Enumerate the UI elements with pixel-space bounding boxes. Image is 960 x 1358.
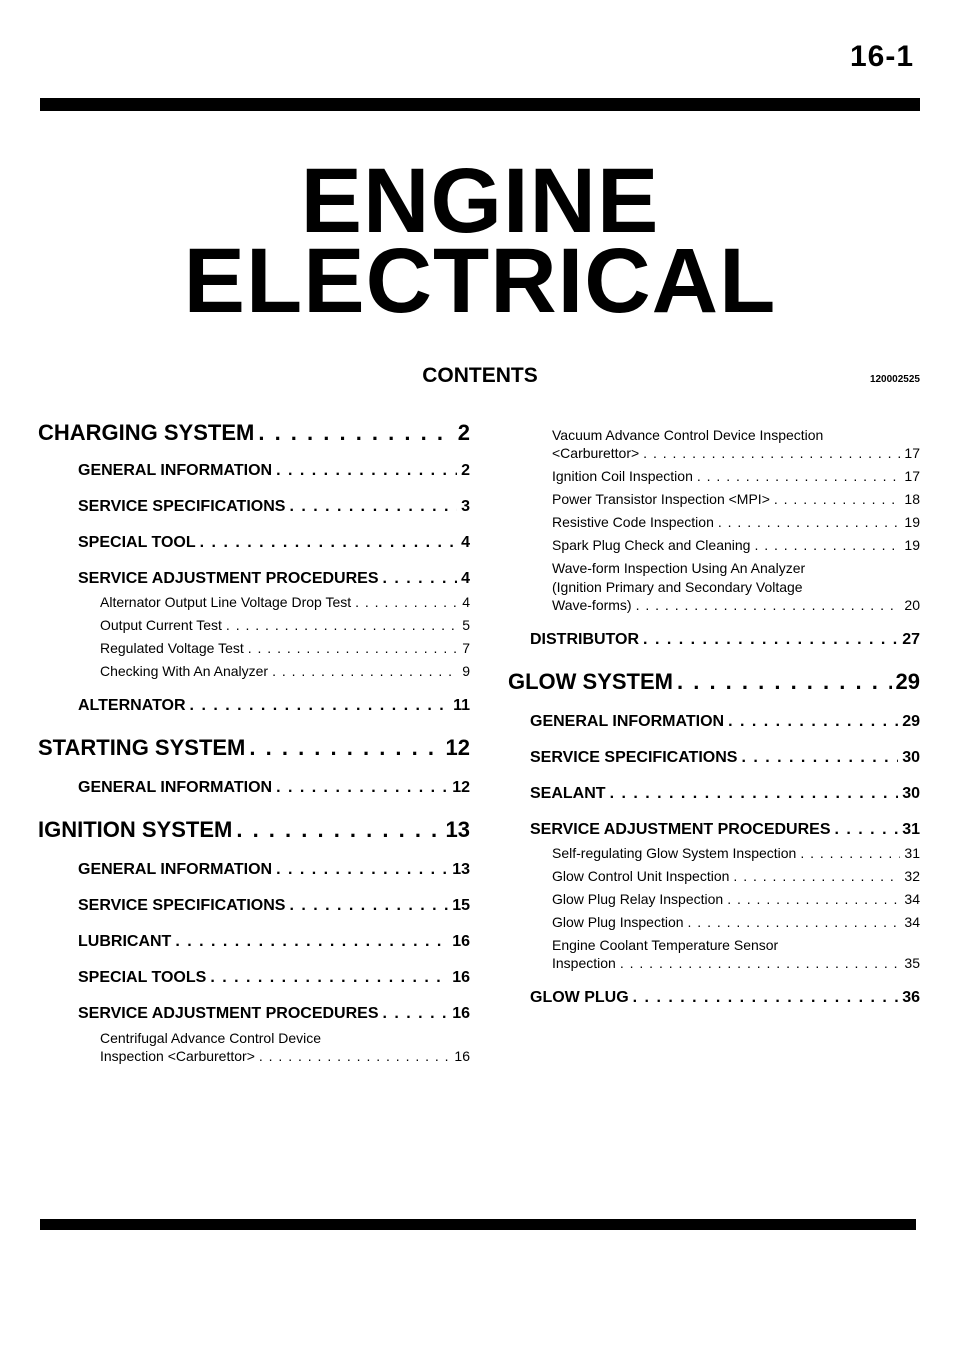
toc-page: 4 <box>461 570 470 587</box>
toc-label: Glow Plug Relay Inspection <box>552 891 724 907</box>
toc-page: 19 <box>904 537 920 553</box>
toc-label: SERVICE ADJUSTMENT PROCEDURES <box>78 570 379 587</box>
toc-page: 4 <box>462 594 470 610</box>
toc-page: 2 <box>461 462 470 479</box>
toc-label: LUBRICANT <box>78 933 172 950</box>
toc-label: SERVICE ADJUSTMENT PROCEDURES <box>530 821 831 838</box>
toc-label: GENERAL INFORMATION <box>530 713 725 730</box>
toc-entry-starting-system[interactable] <box>38 735 470 761</box>
toc-entry-ss-general-information[interactable] <box>38 779 470 797</box>
toc-page: 13 <box>445 817 470 842</box>
toc-page: 12 <box>445 735 470 760</box>
toc-entry-cs-service-specifications[interactable] <box>38 498 470 516</box>
toc-label: Inspection <Carburettor> <box>100 1048 255 1064</box>
toc-page: 16 <box>452 933 470 950</box>
toc-label: Ignition Coil Inspection <box>552 468 693 484</box>
toc-entry-gs-service-specifications[interactable] <box>508 749 920 767</box>
toc-entry-glow-plug[interactable] <box>508 989 920 1007</box>
toc-label: Vacuum Advance Control Device Inspection <box>552 427 824 443</box>
toc-page: 36 <box>902 989 920 1006</box>
toc-page: 2 <box>457 420 470 445</box>
title-line-2: ELECTRICAL <box>183 230 777 332</box>
toc-page: 16 <box>452 1005 470 1022</box>
toc-entry-resistive-code-inspection[interactable] <box>508 514 920 530</box>
toc-entry-power-transistor-inspection[interactable] <box>508 491 920 507</box>
document-code: 120002525 <box>869 374 920 385</box>
toc-page: 7 <box>462 640 470 656</box>
toc-entry-ignition-system[interactable] <box>38 817 470 843</box>
toc-entry-output-current-test[interactable] <box>38 617 470 633</box>
page-number: 16-1 <box>849 40 914 73</box>
toc-label: Alternator Output Line Voltage Drop Test <box>100 594 352 610</box>
toc-label: SPECIAL TOOL <box>78 534 196 551</box>
bottom-rule <box>40 1219 916 1230</box>
toc-page: 27 <box>902 631 920 648</box>
toc-entry-is-special-tools[interactable] <box>38 969 470 987</box>
toc-label: (Ignition Primary and Secondary Voltage <box>552 579 803 595</box>
toc-label: ALTERNATOR <box>78 697 186 714</box>
toc-entry-engine-coolant[interactable] <box>508 936 920 971</box>
toc-entry-alternator[interactable] <box>38 697 470 715</box>
toc-entry-glow-plug-relay[interactable] <box>508 891 920 907</box>
toc-label: Inspection <box>552 955 616 971</box>
toc-page: 15 <box>452 897 470 914</box>
toc-entry-is-general-information[interactable] <box>38 861 470 879</box>
toc-page: 5 <box>462 617 470 633</box>
toc-page: 18 <box>904 491 920 507</box>
toc-label: SEALANT <box>530 785 606 802</box>
toc-entry-is-lubricant[interactable] <box>38 933 470 951</box>
toc-entry-gs-general-information[interactable] <box>508 713 920 731</box>
toc-entry-checking-with-analyzer[interactable] <box>38 663 470 679</box>
toc-label: GLOW PLUG <box>530 989 629 1006</box>
toc-label: <Carburettor> <box>552 445 640 461</box>
toc-label: SPECIAL TOOLS <box>78 969 207 986</box>
toc-entry-alternator-output-line[interactable] <box>38 594 470 610</box>
toc-label: Engine Coolant Temperature Sensor <box>552 937 779 953</box>
toc-label: Glow Plug Inspection <box>552 914 684 930</box>
toc-label: CHARGING SYSTEM <box>38 420 255 445</box>
toc-entry-glow-control-unit[interactable] <box>508 868 920 884</box>
top-rule <box>40 98 920 111</box>
toc-label: Resistive Code Inspection <box>552 514 714 530</box>
toc-left-column <box>38 420 470 1064</box>
toc-page: 30 <box>902 749 920 766</box>
toc-label: GENERAL INFORMATION <box>78 779 273 796</box>
toc-label: Glow Control Unit Inspection <box>552 868 730 884</box>
toc-label: GLOW SYSTEM <box>508 669 673 694</box>
toc-page: 16 <box>454 1048 470 1064</box>
toc-label: Regulated Voltage Test <box>100 640 244 656</box>
toc-label: DISTRIBUTOR <box>530 631 640 648</box>
toc-page: 34 <box>904 914 920 930</box>
toc-entry-is-service-adjustment-procedures[interactable] <box>38 1005 470 1023</box>
toc-label: GENERAL INFORMATION <box>78 462 273 479</box>
toc-page: 12 <box>452 779 470 796</box>
toc-entry-regulated-voltage-test[interactable] <box>38 640 470 656</box>
toc-entry-waveform-inspection[interactable] <box>508 559 920 613</box>
toc-entry-cs-special-tool[interactable] <box>38 534 470 552</box>
toc-page: 30 <box>902 785 920 802</box>
toc-page: 13 <box>452 861 470 878</box>
toc-page: 4 <box>461 534 470 551</box>
toc-entry-self-regulating[interactable] <box>508 845 920 861</box>
toc-label: Centrifugal Advance Control Device <box>100 1030 322 1046</box>
toc-right-column <box>508 426 920 1007</box>
toc-page: 32 <box>904 868 920 884</box>
toc-page: 29 <box>902 713 920 730</box>
toc-page: 35 <box>904 955 920 971</box>
toc-page: 3 <box>461 498 470 515</box>
toc-label: Output Current Test <box>100 617 222 633</box>
toc-entry-glow-system[interactable] <box>508 669 920 695</box>
toc-page: 29 <box>895 669 920 694</box>
toc-entry-spark-plug-check[interactable] <box>508 537 920 553</box>
toc-page: 16 <box>452 969 470 986</box>
toc-label: Power Transistor Inspection <MPI> <box>552 491 770 507</box>
toc-label: Wave-forms) <box>552 597 632 613</box>
toc-entry-cs-general-information[interactable] <box>38 462 470 480</box>
title-line-1: ENGINE <box>300 150 660 252</box>
toc-page: 31 <box>902 821 920 838</box>
toc-label: Wave-form Inspection Using An Analyzer <box>552 560 806 576</box>
toc-entry-is-service-specifications[interactable] <box>38 897 470 915</box>
contents-heading: CONTENTS <box>422 364 538 387</box>
toc-label: Spark Plug Check and Cleaning <box>552 537 751 553</box>
toc-page: 17 <box>904 445 920 461</box>
toc-label: Self-regulating Glow System Inspection <box>552 845 797 861</box>
toc-page: 17 <box>904 468 920 484</box>
toc-entry-glow-plug-inspection[interactable] <box>508 914 920 930</box>
toc-entry-gs-service-adjustment-procedures[interactable] <box>508 821 920 839</box>
toc-label: GENERAL INFORMATION <box>78 861 273 878</box>
toc-entry-charging-system[interactable] <box>38 420 470 446</box>
toc-label: IGNITION SYSTEM <box>38 817 233 842</box>
toc-entry-vacuum-advance[interactable] <box>508 426 920 461</box>
toc-page: 9 <box>462 663 470 679</box>
toc-label: SERVICE SPECIFICATIONS <box>78 498 286 515</box>
toc-label: SERVICE SPECIFICATIONS <box>78 897 286 914</box>
toc-label: SERVICE SPECIFICATIONS <box>530 749 738 766</box>
toc-entry-centrifugal-advance[interactable] <box>38 1029 470 1064</box>
toc-entry-distributor[interactable] <box>508 631 920 649</box>
toc-page: 11 <box>453 697 470 714</box>
toc-entry-ignition-coil-inspection[interactable] <box>508 468 920 484</box>
toc-entry-gs-sealant[interactable] <box>508 785 920 803</box>
toc-page: 20 <box>904 597 920 613</box>
toc-page: 34 <box>904 891 920 907</box>
toc-label: SERVICE ADJUSTMENT PROCEDURES <box>78 1005 379 1022</box>
toc-label: Checking With An Analyzer <box>100 663 269 679</box>
toc-page: 19 <box>904 514 920 530</box>
toc-label: STARTING SYSTEM <box>38 735 246 760</box>
toc-entry-cs-service-adjustment-procedures[interactable] <box>38 570 470 588</box>
toc-page: 31 <box>904 845 920 861</box>
